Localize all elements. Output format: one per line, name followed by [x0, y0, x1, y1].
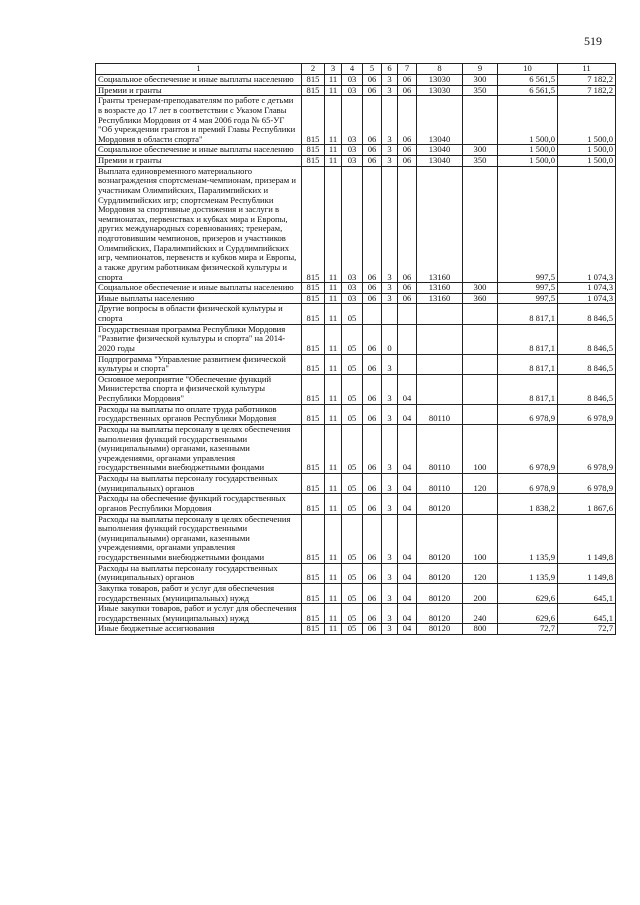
row-value-cell: 13030 — [417, 75, 463, 86]
row-value-cell: 06 — [363, 324, 382, 354]
page-number: 519 — [584, 34, 602, 48]
table-row — [96, 624, 616, 635]
row-value-cell: 13160 — [417, 166, 463, 283]
row-value-cell: 72,7 — [558, 624, 616, 635]
row-value-cell — [398, 324, 417, 354]
row-value-cell: 11 — [325, 85, 342, 96]
row-value-cell: 815 — [302, 474, 325, 494]
row-value-cell: 06 — [363, 374, 382, 404]
row-value-cell: 03 — [342, 283, 363, 294]
row-value-cell: 06 — [363, 494, 382, 514]
row-value-cell: 815 — [302, 96, 325, 145]
row-value-cell: 1 500,0 — [498, 96, 558, 145]
row-value-cell: 05 — [342, 374, 363, 404]
row-value-cell: 06 — [398, 85, 417, 96]
row-value-cell: 6 978,9 — [558, 474, 616, 494]
row-name-cell: Выплата единовременного материального вознаграждения спортсменам-чемпионам, призерам и участникам Олимпийских, Паралимпийских и Сурдлимпийских игр; спортсменам Республики Мордовия за спортивные достижения и заслуги в чемпионатах, первенствах и кубках мира и Европы, других международных соревнованиях; тренерам, подготовившим чемпионов, призеров и участников Олимпийских, Паралимпийских и Сурдлимпийских игр, чемпионатов, первенств и кубков мира и Европы, а также другим работникам физической культуры и спорта — [96, 166, 302, 283]
row-value-cell: 11 — [325, 494, 342, 514]
column-header: 7 — [398, 64, 417, 75]
row-value-cell: 997,5 — [498, 293, 558, 304]
row-value-cell: 05 — [342, 494, 363, 514]
row-name-cell: Расходы на обеспечение функций государственных органов Республики Мордовия — [96, 494, 302, 514]
row-value-cell: 1 074,3 — [558, 283, 616, 294]
row-value-cell — [417, 354, 463, 374]
row-value-cell: 815 — [302, 324, 325, 354]
column-header: 2 — [302, 64, 325, 75]
row-value-cell: 240 — [463, 604, 498, 624]
row-value-cell: 645,1 — [558, 583, 616, 603]
row-value-cell: 11 — [325, 166, 342, 283]
row-value-cell: 80110 — [417, 404, 463, 424]
row-value-cell: 8 817,1 — [498, 324, 558, 354]
row-value-cell: 1 500,0 — [558, 156, 616, 167]
row-value-cell: 05 — [342, 404, 363, 424]
row-value-cell: 120 — [463, 474, 498, 494]
row-value-cell — [463, 324, 498, 354]
row-value-cell: 11 — [325, 293, 342, 304]
row-name-cell: Расходы на выплаты персоналу в целях обеспечения выполнения функций государственными (муниципальными) органами, казенными учреждениями, органами управления государственными внебюджетными фондами — [96, 514, 302, 563]
row-value-cell: 06 — [363, 624, 382, 635]
row-value-cell: 03 — [342, 85, 363, 96]
row-value-cell — [463, 404, 498, 424]
table-row — [96, 96, 616, 145]
row-value-cell: 1 867,6 — [558, 494, 616, 514]
row-value-cell: 11 — [325, 624, 342, 635]
row-name-cell: Иные выплаты населению — [96, 293, 302, 304]
row-value-cell: 06 — [398, 156, 417, 167]
row-value-cell: 1 074,3 — [558, 293, 616, 304]
table-row — [96, 283, 616, 294]
row-value-cell: 80120 — [417, 563, 463, 583]
table-row — [96, 604, 616, 624]
column-header: 10 — [498, 64, 558, 75]
row-name-cell: Социальное обеспечение и иные выплаты населению — [96, 145, 302, 156]
row-value-cell — [463, 96, 498, 145]
table-row — [96, 304, 616, 324]
table-row — [96, 494, 616, 514]
row-value-cell — [417, 374, 463, 404]
row-value-cell: 05 — [342, 563, 363, 583]
row-value-cell: 06 — [398, 96, 417, 145]
row-value-cell: 815 — [302, 563, 325, 583]
row-value-cell: 100 — [463, 514, 498, 563]
table-row — [96, 424, 616, 473]
row-value-cell: 8 846,5 — [558, 354, 616, 374]
row-value-cell: 645,1 — [558, 604, 616, 624]
row-value-cell: 3 — [382, 354, 398, 374]
row-name-cell: Подпрограмма "Управление развитием физической культуры и спорта" — [96, 354, 302, 374]
row-value-cell: 8 846,5 — [558, 324, 616, 354]
row-value-cell: 05 — [342, 474, 363, 494]
row-value-cell: 06 — [363, 474, 382, 494]
row-value-cell: 815 — [302, 283, 325, 294]
row-value-cell: 04 — [398, 563, 417, 583]
row-value-cell: 8 817,1 — [498, 304, 558, 324]
table-row — [96, 404, 616, 424]
row-value-cell: 3 — [382, 514, 398, 563]
row-value-cell: 06 — [398, 293, 417, 304]
row-value-cell: 997,5 — [498, 283, 558, 294]
row-value-cell: 80110 — [417, 424, 463, 473]
row-value-cell: 6 978,9 — [558, 424, 616, 473]
table-row — [96, 514, 616, 563]
row-value-cell: 04 — [398, 424, 417, 473]
row-value-cell: 03 — [342, 156, 363, 167]
row-value-cell: 3 — [382, 374, 398, 404]
row-value-cell: 3 — [382, 604, 398, 624]
row-value-cell: 3 — [382, 85, 398, 96]
row-value-cell: 815 — [302, 624, 325, 635]
row-value-cell: 06 — [398, 283, 417, 294]
row-value-cell: 3 — [382, 283, 398, 294]
row-value-cell: 11 — [325, 354, 342, 374]
row-value-cell: 3 — [382, 474, 398, 494]
row-value-cell: 03 — [342, 75, 363, 86]
row-value-cell: 13040 — [417, 96, 463, 145]
row-value-cell: 6 561,5 — [498, 85, 558, 96]
row-value-cell: 350 — [463, 156, 498, 167]
row-value-cell: 04 — [398, 404, 417, 424]
row-value-cell: 3 — [382, 96, 398, 145]
row-value-cell: 629,6 — [498, 583, 558, 603]
row-value-cell: 1 500,0 — [498, 156, 558, 167]
row-value-cell: 3 — [382, 145, 398, 156]
row-value-cell: 11 — [325, 424, 342, 473]
table-row — [96, 166, 616, 283]
column-header: 9 — [463, 64, 498, 75]
row-value-cell — [463, 494, 498, 514]
row-value-cell: 6 978,9 — [498, 424, 558, 473]
row-value-cell: 1 074,3 — [558, 166, 616, 283]
row-name-cell: Расходы на выплаты персоналу в целях обеспечения выполнения функций государственными (муниципальными) органами, казенными учреждениями, органами управления государственными внебюджетными фондами — [96, 424, 302, 473]
row-value-cell: 11 — [325, 474, 342, 494]
row-name-cell: Закупка товаров, работ и услуг для обеспечения государственных (муниципальных) нужд — [96, 583, 302, 603]
row-value-cell: 1 135,9 — [498, 563, 558, 583]
row-value-cell: 8 846,5 — [558, 374, 616, 404]
row-value-cell: 350 — [463, 85, 498, 96]
row-value-cell: 03 — [342, 145, 363, 156]
row-value-cell: 7 182,2 — [558, 75, 616, 86]
row-value-cell: 06 — [363, 583, 382, 603]
row-value-cell: 11 — [325, 75, 342, 86]
row-value-cell: 815 — [302, 304, 325, 324]
row-value-cell: 11 — [325, 514, 342, 563]
row-value-cell: 815 — [302, 166, 325, 283]
row-value-cell: 13030 — [417, 85, 463, 96]
row-value-cell: 05 — [342, 354, 363, 374]
row-value-cell: 06 — [363, 166, 382, 283]
row-value-cell: 06 — [363, 156, 382, 167]
row-value-cell: 3 — [382, 624, 398, 635]
row-value-cell: 815 — [302, 583, 325, 603]
row-value-cell: 80110 — [417, 474, 463, 494]
row-value-cell: 100 — [463, 424, 498, 473]
row-value-cell: 13160 — [417, 293, 463, 304]
column-header: 6 — [382, 64, 398, 75]
row-name-cell: Иные закупки товаров, работ и услуг для обеспечения государственных (муниципальных) нужд — [96, 604, 302, 624]
row-name-cell: Государственная программа Республики Мордовия "Развитие физической культуры и спорта" на 2014-2020 годы — [96, 324, 302, 354]
row-value-cell: 360 — [463, 293, 498, 304]
row-value-cell: 3 — [382, 75, 398, 86]
row-value-cell: 3 — [382, 494, 398, 514]
row-value-cell — [398, 354, 417, 374]
row-value-cell: 3 — [382, 293, 398, 304]
row-value-cell: 06 — [363, 145, 382, 156]
row-value-cell: 11 — [325, 156, 342, 167]
row-value-cell: 815 — [302, 404, 325, 424]
row-value-cell: 3 — [382, 583, 398, 603]
row-value-cell: 815 — [302, 85, 325, 96]
table-row — [96, 75, 616, 86]
column-header: 4 — [342, 64, 363, 75]
row-value-cell: 11 — [325, 304, 342, 324]
row-value-cell: 7 182,2 — [558, 85, 616, 96]
row-value-cell: 3 — [382, 424, 398, 473]
header-row — [96, 64, 616, 75]
row-value-cell: 815 — [302, 514, 325, 563]
row-value-cell: 04 — [398, 604, 417, 624]
row-value-cell: 300 — [463, 145, 498, 156]
row-value-cell: 06 — [363, 514, 382, 563]
row-value-cell: 1 838,2 — [498, 494, 558, 514]
row-value-cell: 200 — [463, 583, 498, 603]
row-value-cell: 3 — [382, 156, 398, 167]
row-value-cell: 1 500,0 — [498, 145, 558, 156]
row-value-cell: 72,7 — [498, 624, 558, 635]
row-value-cell: 815 — [302, 293, 325, 304]
row-value-cell: 05 — [342, 304, 363, 324]
row-value-cell: 8 817,1 — [498, 354, 558, 374]
row-value-cell: 80120 — [417, 494, 463, 514]
row-name-cell: Социальное обеспечение и иные выплаты населению — [96, 75, 302, 86]
row-name-cell: Премии и гранты — [96, 156, 302, 167]
row-value-cell: 80120 — [417, 624, 463, 635]
row-value-cell: 800 — [463, 624, 498, 635]
row-value-cell: 04 — [398, 624, 417, 635]
row-value-cell: 6 561,5 — [498, 75, 558, 86]
row-value-cell: 06 — [363, 283, 382, 294]
table-row — [96, 85, 616, 96]
row-value-cell: 80120 — [417, 514, 463, 563]
row-value-cell: 06 — [363, 354, 382, 374]
column-header: 1 — [96, 64, 302, 75]
row-value-cell: 815 — [302, 374, 325, 404]
row-value-cell: 06 — [398, 166, 417, 283]
row-name-cell: Премии и гранты — [96, 85, 302, 96]
row-value-cell: 06 — [398, 145, 417, 156]
row-value-cell: 11 — [325, 324, 342, 354]
row-value-cell: 05 — [342, 424, 363, 473]
row-value-cell: 815 — [302, 156, 325, 167]
row-value-cell — [417, 324, 463, 354]
row-value-cell — [363, 304, 382, 324]
row-value-cell: 815 — [302, 145, 325, 156]
table-row — [96, 583, 616, 603]
row-value-cell: 04 — [398, 583, 417, 603]
row-value-cell — [398, 304, 417, 324]
table-body — [96, 75, 616, 635]
row-value-cell: 1 149,8 — [558, 563, 616, 583]
row-value-cell: 05 — [342, 324, 363, 354]
row-value-cell — [463, 374, 498, 404]
row-value-cell: 80120 — [417, 583, 463, 603]
column-header: 3 — [325, 64, 342, 75]
row-value-cell: 815 — [302, 75, 325, 86]
row-value-cell: 13160 — [417, 283, 463, 294]
row-value-cell: 3 — [382, 563, 398, 583]
row-value-cell: 6 978,9 — [498, 404, 558, 424]
row-value-cell: 120 — [463, 563, 498, 583]
row-value-cell: 13040 — [417, 156, 463, 167]
row-value-cell: 05 — [342, 514, 363, 563]
table-row — [96, 145, 616, 156]
row-value-cell — [463, 304, 498, 324]
row-name-cell: Иные бюджетные ассигнования — [96, 624, 302, 635]
row-value-cell: 629,6 — [498, 604, 558, 624]
row-value-cell: 815 — [302, 494, 325, 514]
row-value-cell: 11 — [325, 374, 342, 404]
row-value-cell: 815 — [302, 604, 325, 624]
table-row — [96, 156, 616, 167]
budget-table — [95, 63, 616, 635]
row-value-cell: 300 — [463, 75, 498, 86]
row-value-cell — [382, 304, 398, 324]
row-value-cell: 3 — [382, 404, 398, 424]
row-value-cell: 300 — [463, 283, 498, 294]
row-value-cell: 11 — [325, 96, 342, 145]
row-value-cell: 8 846,5 — [558, 304, 616, 324]
row-value-cell: 11 — [325, 283, 342, 294]
table-row — [96, 293, 616, 304]
row-value-cell: 11 — [325, 404, 342, 424]
row-value-cell: 815 — [302, 424, 325, 473]
row-value-cell: 6 978,9 — [558, 404, 616, 424]
row-value-cell: 06 — [363, 424, 382, 473]
table-row — [96, 324, 616, 354]
row-value-cell: 3 — [382, 166, 398, 283]
row-value-cell: 06 — [363, 563, 382, 583]
table-row — [96, 374, 616, 404]
row-value-cell: 13040 — [417, 145, 463, 156]
row-value-cell: 1 500,0 — [558, 96, 616, 145]
row-value-cell: 04 — [398, 374, 417, 404]
row-value-cell: 06 — [363, 404, 382, 424]
row-value-cell: 03 — [342, 293, 363, 304]
row-name-cell: Расходы на выплаты по оплате труда работников государственных органов Республики Мордовия — [96, 404, 302, 424]
row-value-cell: 6 978,9 — [498, 474, 558, 494]
row-value-cell: 11 — [325, 563, 342, 583]
row-value-cell: 05 — [342, 583, 363, 603]
row-value-cell: 06 — [398, 75, 417, 86]
row-name-cell: Расходы на выплаты персоналу государственных (муниципальных) органов — [96, 474, 302, 494]
row-value-cell: 0 — [382, 324, 398, 354]
row-value-cell: 1 135,9 — [498, 514, 558, 563]
table-row — [96, 354, 616, 374]
row-value-cell: 1 500,0 — [558, 145, 616, 156]
row-value-cell: 06 — [363, 85, 382, 96]
column-header: 5 — [363, 64, 382, 75]
table-row — [96, 563, 616, 583]
row-value-cell: 05 — [342, 624, 363, 635]
row-name-cell: Социальное обеспечение и иные выплаты населению — [96, 283, 302, 294]
row-value-cell: 997,5 — [498, 166, 558, 283]
row-name-cell: Основное мероприятие "Обеспечение функций Министерства спорта и физической культуры Республики Мордовия" — [96, 374, 302, 404]
row-name-cell: Другие вопросы в области физической культуры и спорта — [96, 304, 302, 324]
row-value-cell: 06 — [363, 96, 382, 145]
column-header: 11 — [558, 64, 616, 75]
row-value-cell: 03 — [342, 96, 363, 145]
row-value-cell — [463, 166, 498, 283]
row-value-cell: 1 149,8 — [558, 514, 616, 563]
row-name-cell: Расходы на выплаты персоналу государственных (муниципальных) органов — [96, 563, 302, 583]
row-value-cell: 04 — [398, 494, 417, 514]
row-value-cell: 04 — [398, 514, 417, 563]
row-value-cell: 815 — [302, 354, 325, 374]
column-header: 8 — [417, 64, 463, 75]
row-value-cell: 05 — [342, 604, 363, 624]
row-value-cell: 8 817,1 — [498, 374, 558, 404]
row-value-cell: 80120 — [417, 604, 463, 624]
row-value-cell: 11 — [325, 604, 342, 624]
row-value-cell: 06 — [363, 604, 382, 624]
table-row — [96, 474, 616, 494]
row-value-cell: 06 — [363, 293, 382, 304]
row-value-cell — [463, 354, 498, 374]
row-value-cell: 11 — [325, 145, 342, 156]
row-value-cell: 06 — [363, 75, 382, 86]
row-value-cell: 11 — [325, 583, 342, 603]
row-value-cell — [417, 304, 463, 324]
row-value-cell: 03 — [342, 166, 363, 283]
row-name-cell: Гранты тренерам-преподавателям по работе с детьми в возрасте до 17 лет в соответствии с Указом Главы Республики Мордовия от 4 мая 2006 года № 65-УГ "Об учреждении грантов и премий Главы Республики Мордовия в области спорта" — [96, 96, 302, 145]
row-value-cell: 04 — [398, 474, 417, 494]
